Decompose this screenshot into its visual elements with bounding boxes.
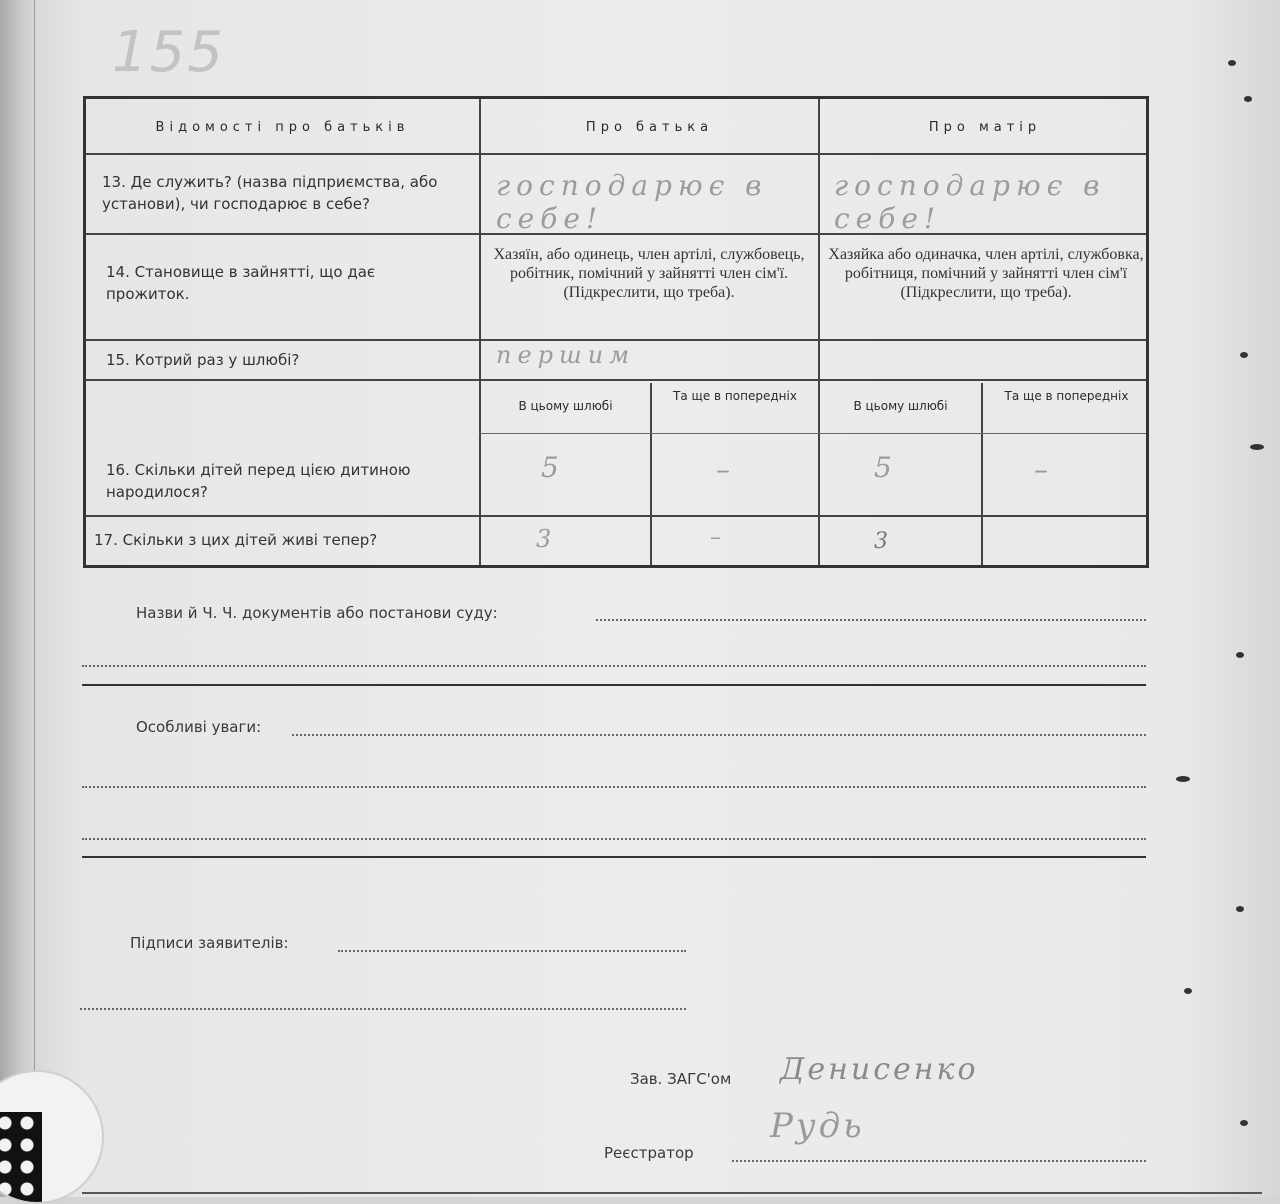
paper-speck [1236,906,1244,912]
pencil-note: 155 [112,20,225,85]
signatures-dotted-line [338,950,686,952]
col-divider-2 [818,99,820,565]
paper-speck [1236,652,1244,658]
header-parents: Відомості про батьків [155,120,410,135]
registrar-signature: Рудь [770,1106,865,1146]
archive-stamp-logo [0,1070,104,1204]
head-signature: Денисенко [780,1052,979,1087]
registrar-label: Реєстратор [604,1144,694,1162]
paper-speck [1240,352,1248,358]
signatures-label: Підписи заявителів: [130,934,289,952]
paper-speck [1250,444,1264,450]
paper-speck [1184,988,1192,994]
q14-father-options: Хазяїн, або одинець, член артілі, службовець, робітник, помічний у зайнятті член сім'ї. (Підкреслити, що треба). [493,246,805,301]
q13-mother-answer: господарює в себе! [834,169,1106,235]
signatures-dotted-line-2 [80,1008,686,1010]
remarks-label: Особливі уваги: [136,718,262,736]
q17-father-this: 3 [536,525,558,553]
documents-label: Назви й Ч. Ч. документів або постанови суду: [136,604,498,622]
documents-separator [82,684,1146,686]
remarks-separator [82,856,1146,858]
q16-father-sub-prev: Та ще в попередніх [673,389,797,403]
header-father: Про батька [585,120,714,135]
col-divider-father-sub [650,383,652,565]
registrar-dotted-line [732,1160,1146,1162]
documents-dotted-line-2 [82,665,1146,667]
remarks-dotted-line [292,734,1146,736]
documents-dotted-line [596,619,1146,621]
row-line-header [86,153,1146,155]
remarks-dotted-line-3 [82,838,1146,840]
q16-label: 16. Скільки дітей перед цією дитиною народилося? [106,461,411,501]
q16-mother-prev: – [1034,453,1054,486]
remarks-dotted-line-2 [82,786,1146,788]
q16-mother-sub-this: В цьому шлюбі [853,399,948,413]
stamp-dot-grid [0,1112,42,1202]
q15-label: 15. Котрий раз у шлюбі? [106,351,300,369]
q16-mother-sub-prev: Та ще в попередніх [1004,389,1129,403]
q17-label: 17. Скільки з цих дітей живі тепер? [94,531,378,549]
q16-mother-this: 5 [874,451,898,484]
q14-label: 14. Становище в зайнятті, що дає прожиток. [106,263,376,303]
paper-speck [1228,60,1236,66]
q16-father-sub-this: В цьому шлюбі [518,399,613,413]
paper-speck [1244,96,1252,102]
q15-father-answer: першим [496,341,636,369]
paper-speck [1240,1120,1248,1126]
q16-father-this: 5 [541,451,565,484]
head-label: Зав. ЗАГС'ом [630,1070,732,1088]
bottom-line [82,1192,1262,1194]
q17-mother-this: 3 [874,529,894,554]
paper-speck [1176,776,1190,782]
q13-father-answer: господарює в себе! [496,169,768,235]
col-divider-1 [479,99,481,565]
q13-label: 13. Де служить? (назва підприємства, або установи), чи господарює в себе? [102,173,438,213]
header-mother: Про матір [928,120,1042,135]
q17-father-prev: – [710,525,727,550]
q14-mother-options: Хазяйка або одиначка, член артілі, службовка, робітниця, помічний у зайнятті член сім'ї (Підкреслити, що треба). [828,246,1144,301]
row-line-15 [86,379,1146,381]
q16-father-prev: – [716,453,736,486]
page-binding [0,0,35,1197]
col-divider-mother-sub [981,383,983,565]
row-line-16 [86,515,1146,517]
parents-table [83,96,1149,568]
row-line-16-sub [479,433,1146,434]
